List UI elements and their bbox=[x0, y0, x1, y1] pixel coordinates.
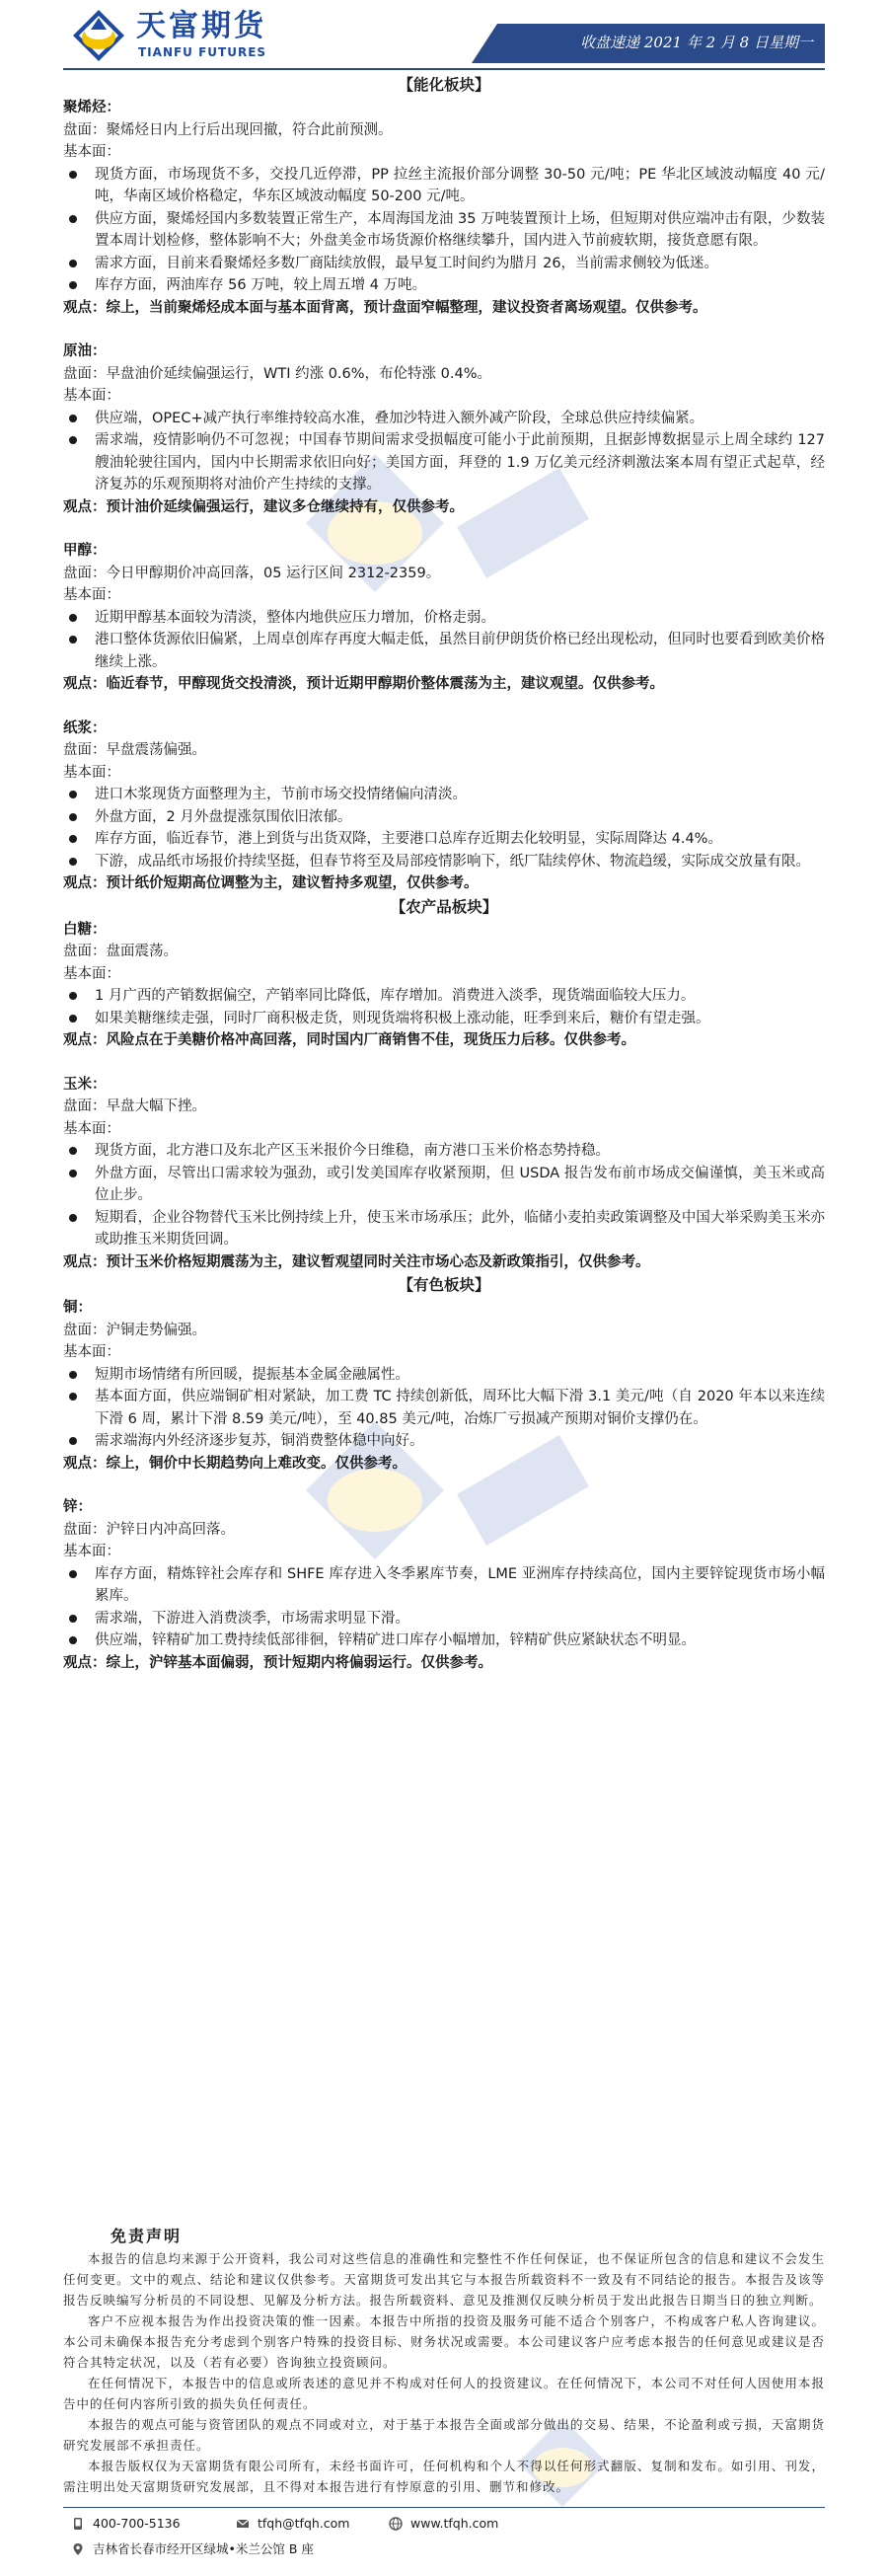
phone-number[interactable]: 400-700-5136 bbox=[93, 2516, 181, 2531]
address-text: 吉林省长春市经开区绿城•米兰公馆 B 座 bbox=[93, 2541, 314, 2556]
list-item: 需求端海内外经济逐步复苏，铜消费整体稳中向好。 bbox=[63, 1430, 825, 1453]
list-item: 港口整体货源依旧偏紧，上周卓创库存再度大幅走低，虽然目前伊朗货价格已经出现松动，但同时也要看到欧美价格继续上涨。 bbox=[63, 629, 825, 673]
list-item: 如果美糖继续走强，同时厂商积极走货，则现货端将积极上涨动能，旺季到来后，糖价有望走强。 bbox=[63, 1008, 825, 1030]
footer-phone bbox=[71, 2515, 181, 2533]
market-summary: 盘面：盘面震荡。 bbox=[63, 944, 178, 959]
category-name: 聚烯烃： bbox=[63, 100, 120, 115]
fundamentals-list bbox=[63, 1563, 825, 1652]
list-item: 1 月广西的产销数据偏空，产销率同比降低，库存增加。消费进入淡季，现货端面临较大压力。 bbox=[63, 985, 825, 1008]
category-name: 铜： bbox=[63, 1300, 92, 1316]
fundamentals-label: 基本面： bbox=[63, 965, 120, 982]
fundamentals-list bbox=[63, 408, 825, 496]
category-corn bbox=[63, 1074, 825, 1274]
viewpoint-text: 综上，当前聚烯烃成本面与基本面背离，预计盘面窄幅整理，建议投资者离场观望。仅供参考。 bbox=[106, 299, 707, 316]
fundamentals-label: 基本面： bbox=[63, 144, 120, 160]
fundamentals-list bbox=[63, 164, 825, 297]
viewpoint-label: 观点： bbox=[63, 1032, 107, 1048]
brand-name-cn: 天富期货 bbox=[136, 9, 266, 43]
viewpoint bbox=[63, 496, 825, 519]
footer-email bbox=[236, 2515, 350, 2533]
viewpoint-label: 观点： bbox=[63, 1253, 107, 1270]
list-item: 库存方面，临近春节，港上到货与出货双降，主要港口总库存近期去化较明显，实际周降达 4.4%。 bbox=[63, 828, 825, 851]
viewpoint-label: 观点： bbox=[63, 1455, 107, 1472]
viewpoint-text: 临近春节，甲醇现货交投清淡，预计近期甲醇期价整体震荡为主，建议观望。仅供参考。 bbox=[106, 676, 664, 692]
header-divider bbox=[63, 68, 825, 70]
fundamentals-label: 基本面： bbox=[63, 1544, 120, 1559]
market-summary: 盘面：早盘大幅下挫。 bbox=[63, 1099, 206, 1114]
disclaimer-paragraph: 本报告版权仅为天富期货有限公司所有，未经书面许可，任何机构和个人不得以任何形式翻版、复制和发布。如引用、刊发，需注明出处天富期货研究发展部，且不得对本报告进行有悖原意的引用、删节和修改。 bbox=[63, 2459, 825, 2494]
market-summary: 盘面：沪锌日内冲高回落。 bbox=[63, 1521, 235, 1538]
list-item: 外盘方面，尽管出口需求较为强劲，或引发美国库存收紧预期，但 USDA 报告发布前市场成交偏谨慎，美玉米或高位止步。 bbox=[63, 1163, 825, 1207]
list-item: 近期甲醇基本面较为清淡，整体内地供应压力增加，价格走弱。 bbox=[63, 607, 825, 630]
viewpoint-text: 综上，铜价中长期趋势向上难改变。仅供参考。 bbox=[106, 1455, 407, 1472]
list-item: 供应端，OPEC+减产执行率维持较高水准，叠加沙特进入额外减产阶段，全球总供应持续偏紧。 bbox=[63, 408, 825, 430]
tianfu-logo-icon bbox=[71, 8, 126, 63]
viewpoint bbox=[63, 1251, 825, 1274]
list-item: 需求方面，目前来看聚烯烃多数厂商陆续放假，最早复工时间约为腊月 26，当前需求侧较为低迷。 bbox=[63, 253, 825, 275]
viewpoint-label: 观点： bbox=[63, 1654, 107, 1671]
list-item: 短期看，企业谷物替代玉米比例持续上升，使玉米市场承压；此外，临储小麦拍卖政策调整及中国大举采购美玉米亦或助推玉米期货回调。 bbox=[63, 1207, 825, 1251]
viewpoint-label: 观点： bbox=[63, 498, 107, 515]
viewpoint bbox=[63, 1652, 825, 1675]
report-date: 收盘速递 2021 年 2 月 8 日星期一 bbox=[580, 34, 813, 51]
list-item: 库存方面，两油库存 56 万吨，较上周五增 4 万吨。 bbox=[63, 274, 825, 297]
list-item: 外盘方面，2 月外盘提涨氛围依旧浓郁。 bbox=[63, 806, 825, 829]
fundamentals-label: 基本面： bbox=[63, 1120, 120, 1137]
list-item: 库存方面，精炼锌社会库存和 SHFE 库存进入冬季累库节奏，LME 亚洲库存持续高位，国内主要锌锭现货市场小幅累库。 bbox=[63, 1563, 825, 1608]
market-summary: 盘面：沪铜走势偏强。 bbox=[63, 1322, 206, 1338]
location-pin-icon bbox=[71, 2542, 85, 2556]
section-title-nonferrous: 【有色板块】 bbox=[398, 1276, 490, 1294]
email-link[interactable]: tfqh@tfqh.com bbox=[258, 2516, 350, 2531]
brand-name-en: TIANFU FUTURES bbox=[138, 45, 267, 59]
category-sugar bbox=[63, 919, 825, 1052]
fundamentals-list bbox=[63, 607, 825, 674]
fundamentals-label: 基本面： bbox=[63, 587, 120, 603]
viewpoint bbox=[63, 1453, 825, 1476]
website-link[interactable]: www.tfqh.com bbox=[410, 2516, 499, 2531]
list-item: 供应方面，聚烯烃国内多数装置正常生产，本周海国龙油 35 万吨装置预计上场，但短期对供应端冲击有限，少数装置本周计划检修，整体影响不大；外盘美金市场货源价格继续攀升，国内进入节前疲软期，接货意愿有限。 bbox=[63, 208, 825, 253]
category-name: 白糖： bbox=[63, 921, 107, 938]
email-icon bbox=[236, 2517, 250, 2531]
footer-divider bbox=[63, 2507, 825, 2508]
disclaimer-title: 免责声明 bbox=[111, 2227, 183, 2245]
category-name: 原油： bbox=[63, 343, 107, 359]
globe-icon bbox=[389, 2517, 403, 2531]
list-item: 基本面方面，供应端铜矿相对紧缺，加工费 TC 持续创新低，周环比大幅下滑 3.1 美元/吨（自 2020 年本以来连续下滑 6 周，累计下滑 8.59 美元/吨），至 40.85 美元/吨，冶炼厂亏损减产预期对铜价支撑仍在。 bbox=[63, 1386, 825, 1430]
disclaimer-paragraph: 本报告的观点可能与资管团队的观点不同或对立，对于基于本报告全面或部分做出的交易、结果，不论盈利或亏损，天富期货研究发展部不承担责任。 bbox=[63, 2417, 825, 2453]
viewpoint bbox=[63, 297, 825, 320]
category-polyolefin bbox=[63, 97, 825, 319]
phone-icon bbox=[71, 2517, 85, 2531]
fundamentals-list bbox=[63, 1140, 825, 1251]
footer-website bbox=[389, 2515, 498, 2533]
viewpoint-text: 综上，沪锌基本面偏弱，预计短期内将偏弱运行。仅供参考。 bbox=[106, 1654, 492, 1671]
viewpoint bbox=[63, 872, 825, 895]
fundamentals-list bbox=[63, 985, 825, 1029]
list-item: 供应端，锌精矿加工费持续低部徘徊，锌精矿进口库存小幅增加，锌精矿供应紧缺状态不明显。 bbox=[63, 1629, 825, 1652]
category-name: 甲醇： bbox=[63, 543, 107, 559]
section-title-energy-chemical: 【能化板块】 bbox=[398, 76, 490, 94]
list-item: 现货方面，市场现货不多，交投几近停滞，PP 拉丝主流报价部分调整 30-50 元/吨；PE 华北区域波动幅度 40 元/吨，华南区域价格稳定，华东区域波动幅度 50-200 元/吨。 bbox=[63, 164, 825, 208]
category-zinc bbox=[63, 1496, 825, 1674]
viewpoint-text: 风险点在于美糖价格冲高回落，同时国内厂商销售不佳，现货压力后移。仅供参考。 bbox=[106, 1032, 635, 1048]
market-summary: 盘面：聚烯烃日内上行后出现回撤，符合此前预测。 bbox=[63, 121, 393, 138]
fundamentals-list bbox=[63, 784, 825, 872]
category-name: 锌： bbox=[63, 1499, 92, 1515]
category-pulp bbox=[63, 718, 825, 895]
section-title-agriculture: 【农产品板块】 bbox=[390, 897, 498, 916]
fundamentals-label: 基本面： bbox=[63, 764, 120, 781]
disclaimer-paragraph: 客户不应视本报告为作出投资决策的惟一因素。本报告中所指的投资及服务可能不适合个别客户，不构成客户私人咨询建议。本公司未确保本报告充分考虑到个别客户特殊的投资目标、财务状况或需要。本公司建议客户应考虑本报告的任何意见或建议是否符合其特定状况，以及（若有必要）咨询独立投资顾问。 bbox=[63, 2313, 825, 2370]
footer-address bbox=[71, 2540, 314, 2558]
list-item: 短期市场情绪有所回暖，提振基本金属金融属性。 bbox=[63, 1364, 825, 1387]
viewpoint-text: 预计玉米价格短期震荡为主，建议暂观望同时关注市场心态及新政策指引，仅供参考。 bbox=[106, 1253, 650, 1270]
category-crude-oil bbox=[63, 341, 825, 518]
report-footer bbox=[63, 2507, 825, 2566]
viewpoint-label: 观点： bbox=[63, 875, 107, 891]
fundamentals-list bbox=[63, 1364, 825, 1453]
category-name: 玉米： bbox=[63, 1076, 107, 1093]
fundamentals-label: 基本面： bbox=[63, 1344, 120, 1360]
viewpoint-label: 观点： bbox=[63, 676, 107, 692]
disclaimer-paragraph: 在任何情况下，本报告中的信息或所表述的意见并不构成对任何人的投资建议。在任何情况下，本公司不对任何人因使用本报告中的任何内容所引致的损失负任何责任。 bbox=[63, 2376, 825, 2411]
report-header bbox=[0, 0, 888, 79]
viewpoint bbox=[63, 673, 825, 696]
list-item: 下游，成品纸市场报价持续坚挺，但春节将至及局部疫情影响下，纸厂陆续停休、物流趋缓，实际成交放量有限。 bbox=[63, 851, 825, 873]
market-summary: 盘面：今日甲醇期价冲高回落，05 运行区间 2312-2359。 bbox=[63, 565, 441, 581]
disclaimer bbox=[63, 2225, 825, 2497]
report-body bbox=[63, 73, 825, 1674]
disclaimer-paragraph: 本报告的信息均来源于公开资料，我公司对这些信息的准确性和完整性不作任何保证，也不保证所包含的信息和建议不会发生任何变更。文中的观点、结论和建议仅供参考。天富期货可发出其它与本报告所载资料不一致及有不同结论的报告。本报告及该等报告反映编写分析员的不同设想、见解及分析方法。报告所载资料、意见及推测仅反映分析员于发出此报告日期当日的独立判断。 bbox=[63, 2251, 825, 2308]
fundamentals-label: 基本面： bbox=[63, 388, 120, 404]
market-summary: 盘面：早盘油价延续偏强运行，WTI 约涨 0.6%，布伦特涨 0.4%。 bbox=[63, 365, 491, 382]
viewpoint-text: 预计油价延续偏强运行，建议多仓继续持有，仅供参考。 bbox=[106, 498, 464, 515]
market-summary: 盘面：早盘震荡偏强。 bbox=[63, 742, 206, 758]
list-item: 需求端，疫情影响仍不可忽视；中国春节期间需求受损幅度可能小于此前预期，且据彭博数据显示上周全球约 127 艘油轮驶往国内，国内中长期需求依旧向好；美国方面，拜登的 1.9 万亿美元经济刺激法案本周有望正式起草，经济复苏的乐观预期将对油价产生持续的支撑。 bbox=[63, 429, 825, 496]
viewpoint-text: 预计纸价短期高位调整为主，建议暂持多观望，仅供参考。 bbox=[106, 875, 479, 891]
list-item: 进口木浆现货方面整理为主，节前市场交投情绪偏向清淡。 bbox=[63, 784, 825, 806]
viewpoint-label: 观点： bbox=[63, 299, 107, 316]
category-methanol bbox=[63, 540, 825, 696]
list-item: 现货方面，北方港口及东北产区玉米报价今日维稳，南方港口玉米价格态势持稳。 bbox=[63, 1140, 825, 1163]
category-copper bbox=[63, 1297, 825, 1475]
viewpoint bbox=[63, 1029, 825, 1052]
category-name: 纸浆： bbox=[63, 720, 107, 736]
list-item: 需求端，下游进入消费淡季，市场需求明显下滑。 bbox=[63, 1608, 825, 1630]
